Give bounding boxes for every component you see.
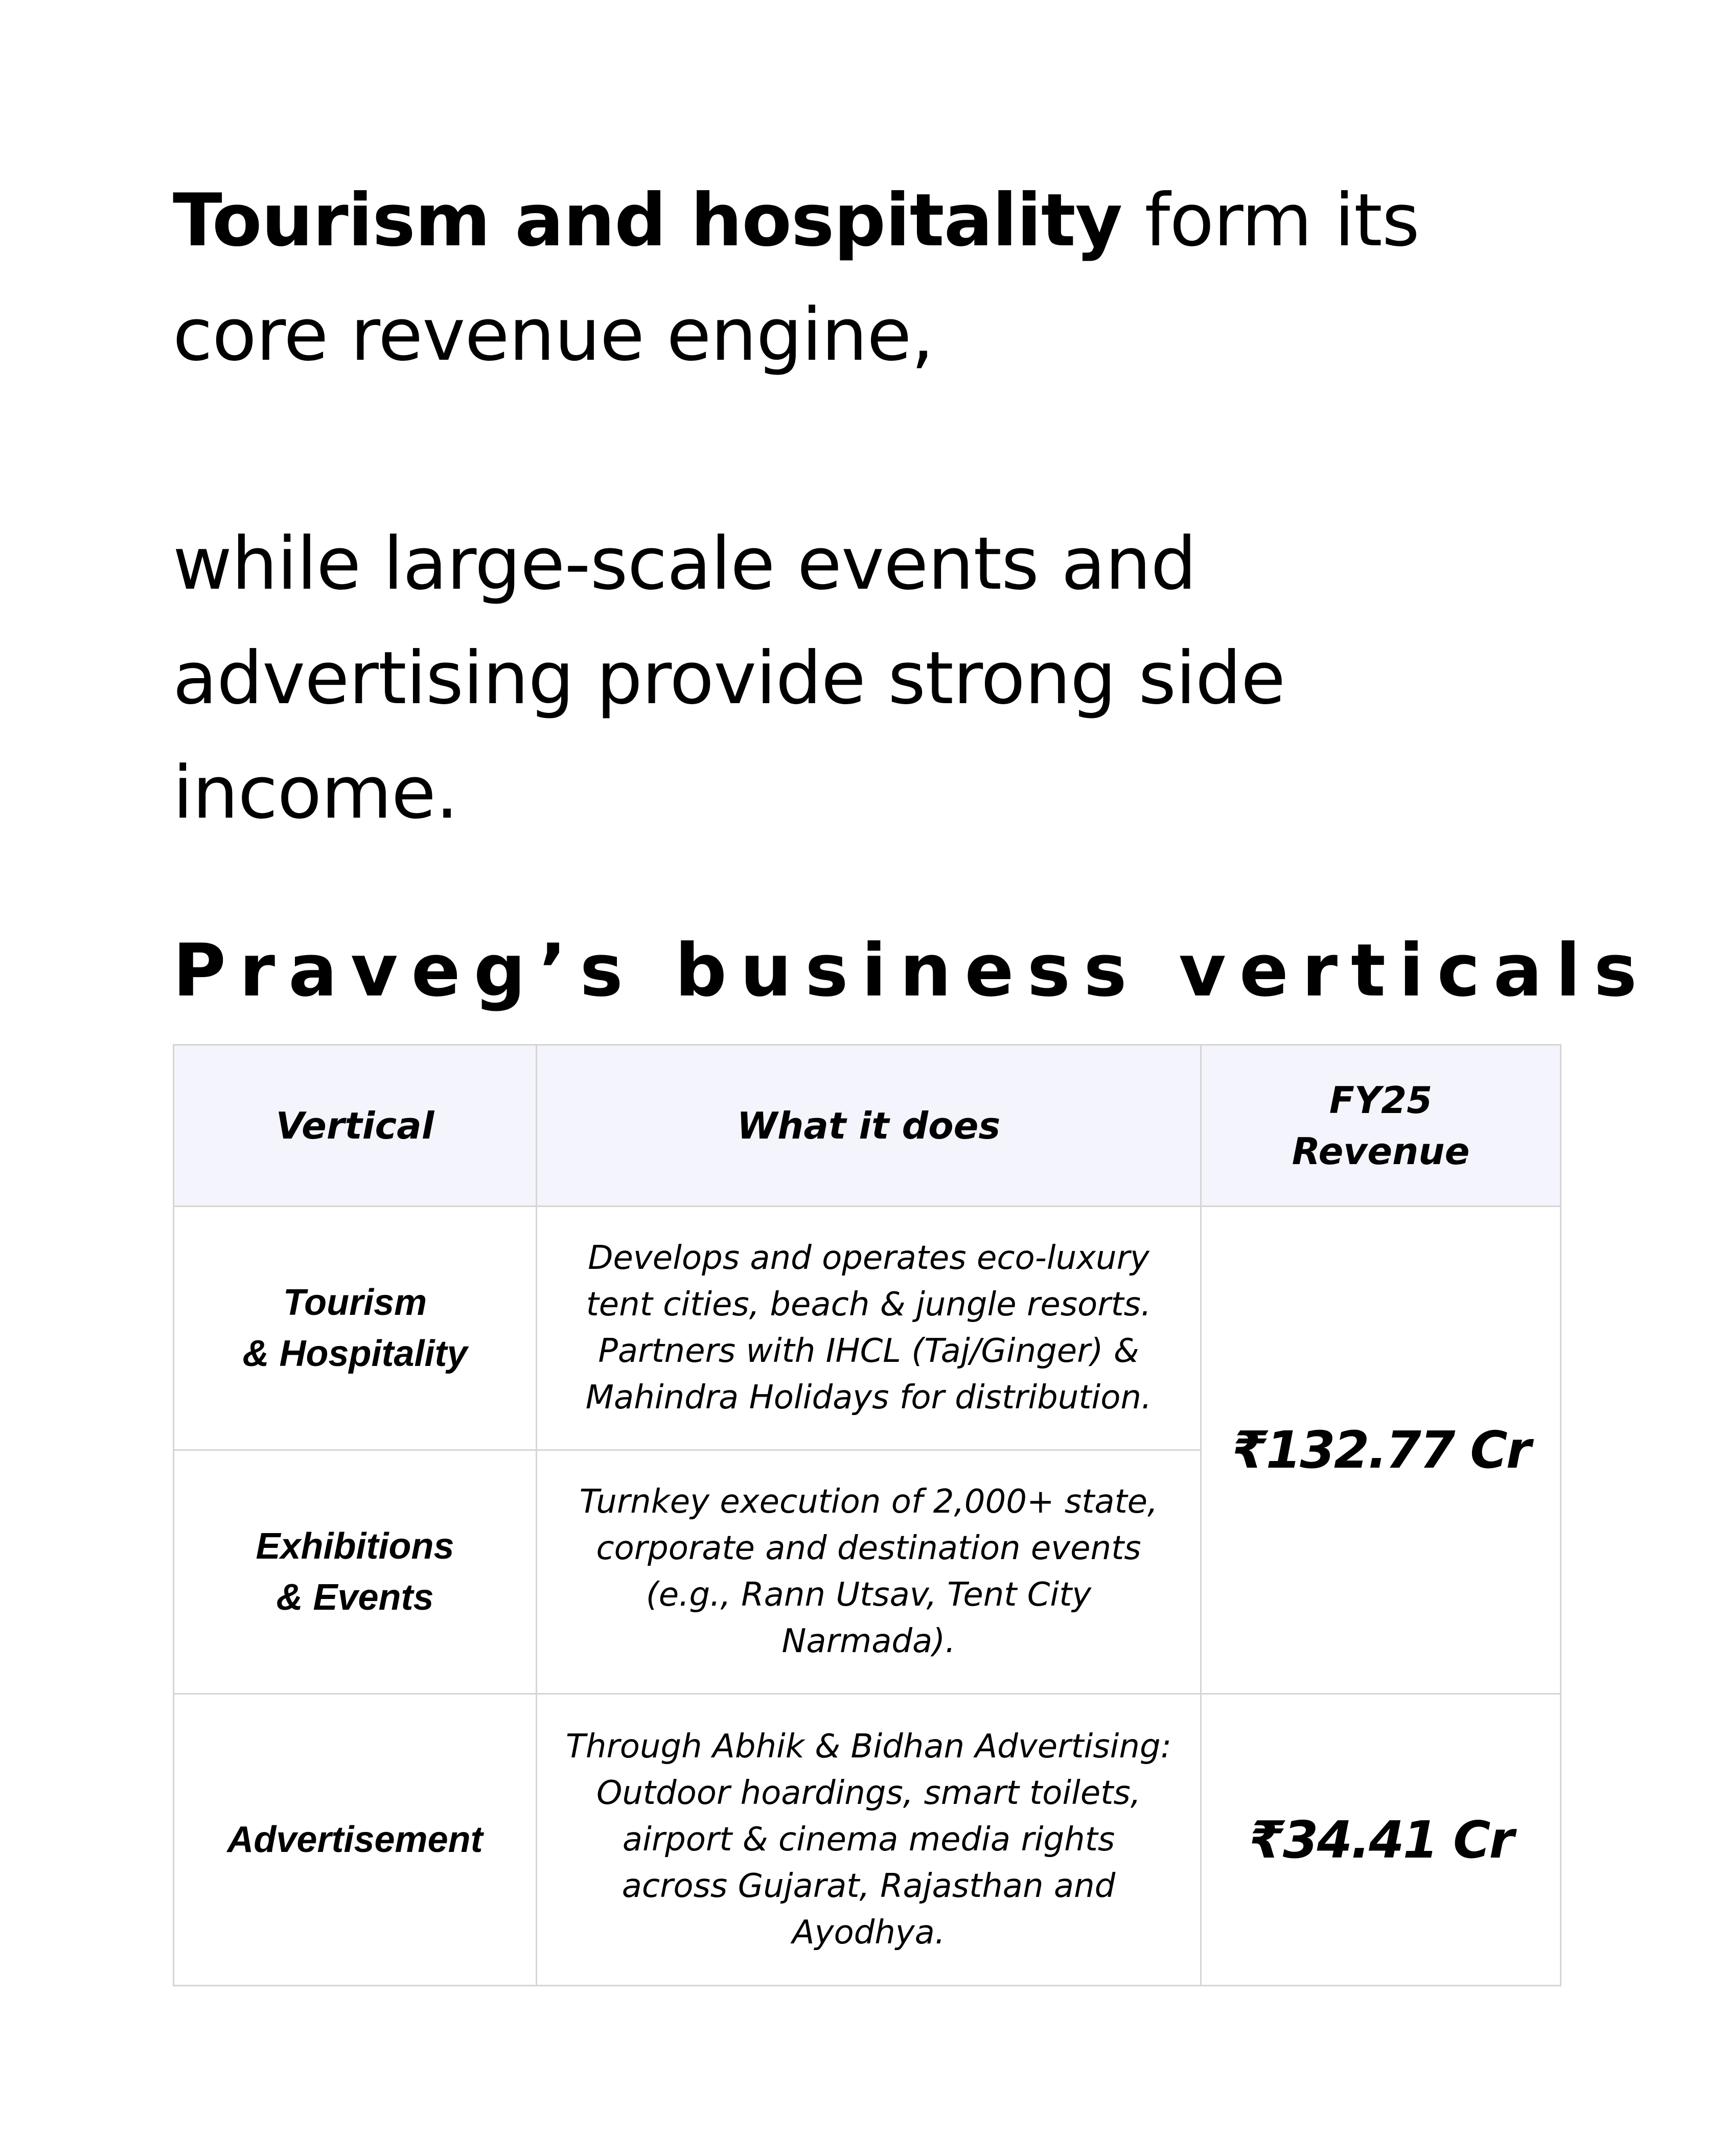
intro-paragraph-2 xyxy=(173,507,1553,850)
header-revenue-line-2: Revenue xyxy=(1292,1129,1470,1173)
desc-line: Develops and operates eco-luxury xyxy=(588,1239,1149,1277)
desc-line: Outdoor hoardings, smart toilets, xyxy=(596,1774,1141,1812)
vertical-tourism-line-1: Tourism xyxy=(283,1282,427,1323)
revenue-tourism-events: ₹132.77 Cr xyxy=(1201,1207,1561,1694)
vertical-advertisement: Advertisement xyxy=(174,1694,537,1986)
intro-line-2: core revenue engine, xyxy=(173,293,934,377)
section-title: Praveg’s business verticals xyxy=(173,929,1650,1013)
desc-line: Through Abhik & Bidhan Advertising: xyxy=(565,1727,1172,1766)
vertical-tourism-line-2: & Hospitality xyxy=(242,1333,468,1374)
vertical-events-line-1: Exhibitions xyxy=(256,1526,454,1567)
intro-text xyxy=(173,164,1553,850)
vertical-events-line-2: & Events xyxy=(276,1577,434,1618)
table-row-tourism xyxy=(174,1207,1561,1450)
desc-line: across Gujarat, Rajasthan and xyxy=(622,1867,1116,1905)
intro-bold-phrase: Tourism and hospitality xyxy=(173,178,1122,263)
business-verticals-table xyxy=(173,1044,1561,1986)
desc-line: Partners with IHCL (Taj/Ginger) & xyxy=(598,1332,1139,1370)
desc-line: corporate and destination events xyxy=(596,1529,1141,1567)
intro-paragraph-1 xyxy=(173,164,1553,392)
intro-line-3: while large-scale events and xyxy=(173,522,1197,606)
desc-line: Mahindra Holidays for distribution. xyxy=(585,1379,1152,1417)
header-vertical: Vertical xyxy=(174,1045,537,1207)
description-events xyxy=(537,1450,1201,1694)
table-row-advertisement xyxy=(174,1694,1561,1986)
desc-line: airport & cinema media rights xyxy=(622,1820,1115,1859)
desc-line: Turnkey execution of 2,000+ state, xyxy=(579,1483,1158,1521)
desc-line: Ayodhya. xyxy=(792,1913,946,1952)
header-revenue-line-1: FY25 xyxy=(1329,1078,1433,1122)
header-what-it-does: What it does xyxy=(537,1045,1201,1207)
description-advertisement xyxy=(537,1694,1201,1986)
paragraph-gap xyxy=(173,392,1553,507)
revenue-advertisement: ₹34.41 Cr xyxy=(1201,1694,1561,1986)
vertical-tourism xyxy=(174,1207,537,1450)
desc-line: (e.g., Rann Utsav, Tent City xyxy=(646,1576,1092,1614)
desc-line: tent cities, beach & jungle resorts. xyxy=(586,1286,1152,1324)
intro-line-1-rest: form its xyxy=(1122,178,1419,263)
table-header-row xyxy=(174,1045,1561,1207)
vertical-events xyxy=(174,1450,537,1694)
intro-line-4: advertising provide strong side xyxy=(173,636,1285,721)
header-fy25-revenue xyxy=(1201,1045,1561,1207)
description-tourism xyxy=(537,1207,1201,1450)
desc-line: Narmada). xyxy=(781,1622,956,1660)
intro-line-5: income. xyxy=(173,751,458,835)
